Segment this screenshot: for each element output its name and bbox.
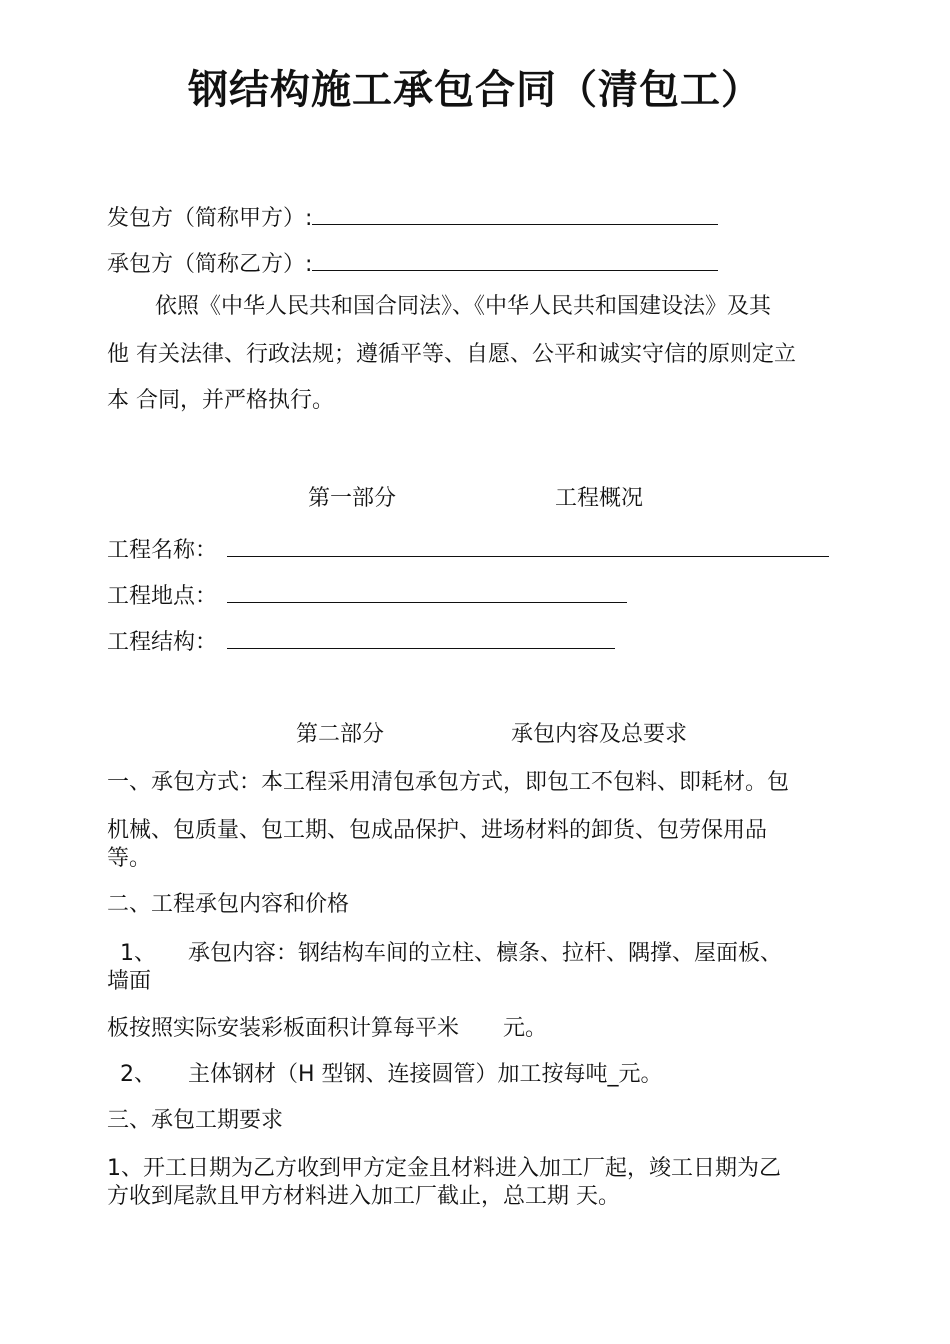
part2-heading-title: 承包内容及总要求 bbox=[511, 722, 688, 747]
project-structure-label: 工程结构： bbox=[107, 630, 218, 655]
section3-line-1: 1、开工日期为乙方收到甲方定金且材料进入加工厂起，竣工日期为乙 bbox=[107, 1156, 781, 1181]
part1-heading-title: 工程概况 bbox=[555, 486, 644, 511]
party-b-blank[interactable] bbox=[312, 246, 718, 271]
intro-line-1: 依照《中华人民共和国合同法》、《中华人民共和国建设法》及其 bbox=[155, 294, 772, 319]
item2-number: 2、 bbox=[120, 1062, 156, 1087]
party-b-label: 承包方（简称乙方）: bbox=[107, 252, 313, 277]
project-name-label: 工程名称： bbox=[107, 538, 218, 563]
item1-price-text: 板按照实际安装彩板面积计算每平米 bbox=[107, 1016, 460, 1041]
section2-heading: 二、工程承包内容和价格 bbox=[107, 892, 350, 917]
section3-line-2: 方收到尾款且甲方材料进入加工厂截止，总工期 天。 bbox=[107, 1184, 620, 1209]
intro-line-2: 他 有关法律、行政法规；遵循平等、自愿、公平和诚实守信的原则定立 bbox=[107, 342, 796, 367]
intro-line-3: 本 合同，并严格执行。 bbox=[107, 388, 334, 413]
section3-heading: 三、承包工期要求 bbox=[107, 1108, 284, 1133]
project-name-blank[interactable] bbox=[227, 532, 829, 557]
project-location-label: 工程地点： bbox=[107, 584, 218, 609]
part1-heading-number: 第一部分 bbox=[308, 486, 397, 511]
item1-number: 1、 bbox=[120, 941, 156, 966]
party-a-line bbox=[107, 200, 718, 234]
party-a-label: 发包方（简称甲方）: bbox=[107, 206, 313, 231]
section1-line-3: 等。 bbox=[107, 846, 152, 871]
project-name-line bbox=[107, 532, 829, 566]
project-location-blank[interactable] bbox=[227, 578, 627, 603]
item1-text: 承包内容：钢结构车间的立柱、檩条、拉杆、隅撑、屋面板、 bbox=[188, 941, 783, 966]
party-a-blank[interactable] bbox=[312, 200, 718, 225]
document-title: 钢结构施工承包合同（清包工） bbox=[188, 67, 762, 113]
item1-continuation: 墙面 bbox=[107, 969, 152, 994]
item1-price-unit: 元。 bbox=[503, 1016, 548, 1041]
item1-price-line bbox=[107, 1014, 547, 1044]
project-structure-blank[interactable] bbox=[227, 624, 615, 649]
section1-line-2: 机械、包质量、包工期、包成品保护、进场材料的卸货、包劳保用品 bbox=[107, 818, 768, 843]
part2-heading-number: 第二部分 bbox=[296, 722, 385, 747]
item2-text: 主体钢材（H 型钢、连接圆管）加工按每吨_元。 bbox=[188, 1062, 663, 1087]
project-structure-line bbox=[107, 624, 615, 658]
section1-line-1: 一、承包方式：本工程采用清包承包方式，即包工不包料、即耗材。包 bbox=[107, 770, 790, 795]
party-b-line bbox=[107, 246, 718, 280]
project-location-line bbox=[107, 578, 627, 612]
